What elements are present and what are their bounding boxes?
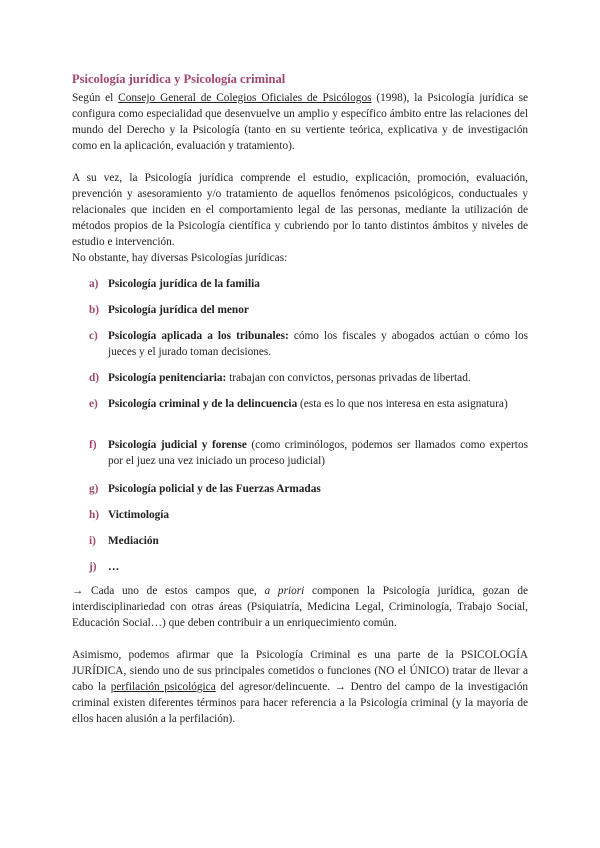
list-item xyxy=(89,370,528,386)
text-span: Asimismo, podemos afirmar que la Psicología Criminal es una parte de la PSICOLOGÍA JURÍDICA, siendo uno de sus principales cometidos o funciones (NO el ÚNICO) tratar de llevar a cabo la xyxy=(72,649,528,693)
item-heading: Psicología jurídica de la familia xyxy=(108,278,260,290)
item-text: trabajan con convictos, personas privadas de libertad. xyxy=(226,372,471,384)
item-text: cómo los fiscales y abogados actúan o cómo los jueces y el jurado toman decisiones. xyxy=(108,330,528,358)
list-item xyxy=(89,559,528,575)
text-span: → Cada uno de estos campos que, xyxy=(72,585,265,597)
list-marker: c) xyxy=(89,330,98,342)
item-heading: Victimología xyxy=(108,509,170,521)
list-marker: d) xyxy=(89,372,100,384)
list-marker: g) xyxy=(89,483,99,495)
item-text: (esta es lo que nos interesa en esta asignatura) xyxy=(297,398,508,410)
item-heading: Psicología penitenciaria: xyxy=(108,372,227,384)
text-span: (1998), la Psicología jurídica se configura como especialidad que desenvuelve un amplio y específico ámbito entre las relaciones del mundo del Derecho y la Psicología (tanto en su vertiente teórica, explicativa y de investigación como en la aplicación, evaluación y tratamiento). xyxy=(72,92,529,152)
italic-term: a priori xyxy=(264,585,305,597)
list-item xyxy=(89,302,528,318)
list-item xyxy=(89,276,528,292)
list-item xyxy=(89,533,528,549)
list-marker: f) xyxy=(89,439,97,451)
list-marker: h) xyxy=(89,509,100,521)
item-heading: Psicología policial y de las Fuerzas Armadas xyxy=(108,483,321,495)
list-item xyxy=(89,396,528,412)
item-heading: Psicología aplicada a los tribunales: xyxy=(108,330,289,342)
paragraph-criminal-psychology xyxy=(72,647,528,727)
list-marker: i) xyxy=(89,535,96,547)
list-item xyxy=(89,481,528,497)
paragraph-scope: A su vez, la Psicología jurídica comprende el estudio, explicación, promoción, evaluación, prevención y asesoramiento y/o tratamiento de aquellos fenómenos psicológicos, conductuales y relacionales que inciden en el comportamiento legal de las personas, mediante la utilización de métodos propios de la Psicología científica y cubriendo por lo tanto distintos ámbitos y niveles de estudio e intervención. xyxy=(72,172,528,248)
list-marker: b) xyxy=(89,304,100,316)
item-heading: Psicología judicial y forense xyxy=(108,439,247,451)
paragraph-types-intro: No obstante, hay diversas Psicologías jurídicas: xyxy=(72,252,288,264)
list-item xyxy=(89,437,528,469)
item-heading: … xyxy=(108,561,120,573)
item-heading: Psicología jurídica del menor xyxy=(108,304,249,316)
text-span: Según el xyxy=(72,92,119,104)
paragraph-intro xyxy=(72,90,528,154)
list-marker: j) xyxy=(89,561,97,573)
paragraph-interdisciplinary xyxy=(72,583,528,631)
list-item xyxy=(89,328,528,360)
consejo-link[interactable]: Consejo General de Colegios Oficiales de Psicólogos xyxy=(118,92,372,104)
item-heading: Psicología criminal y de la delincuencia xyxy=(108,398,298,410)
item-text: (como criminólogos, podemos ser llamados como expertos por el juez una vez iniciado un proceso judicial) xyxy=(108,439,528,467)
list-item xyxy=(89,507,528,523)
section-title: Psicología jurídica y Psicología criminal xyxy=(72,72,286,86)
list-marker: a) xyxy=(89,278,99,290)
list-marker: e) xyxy=(89,398,98,410)
text-span: del agresor/delincuente. → Dentro del campo de la investigación criminal existen diferentes términos para hacer referencia a la Psicología criminal (y la mayoría de ellos hacen alusión a la perfilación). xyxy=(72,681,528,725)
item-heading: Mediación xyxy=(108,535,159,547)
perfilacion-link[interactable]: perfilación psicológica xyxy=(110,681,216,693)
text-span: componen la Psicología jurídica, gozan de interdisciplinariedad con otras áreas (Psiquiatría, Medicina Legal, Criminología, Trabajo Social, Educación Social…) que deben contribuir a un enriquecimiento común. xyxy=(72,585,529,629)
